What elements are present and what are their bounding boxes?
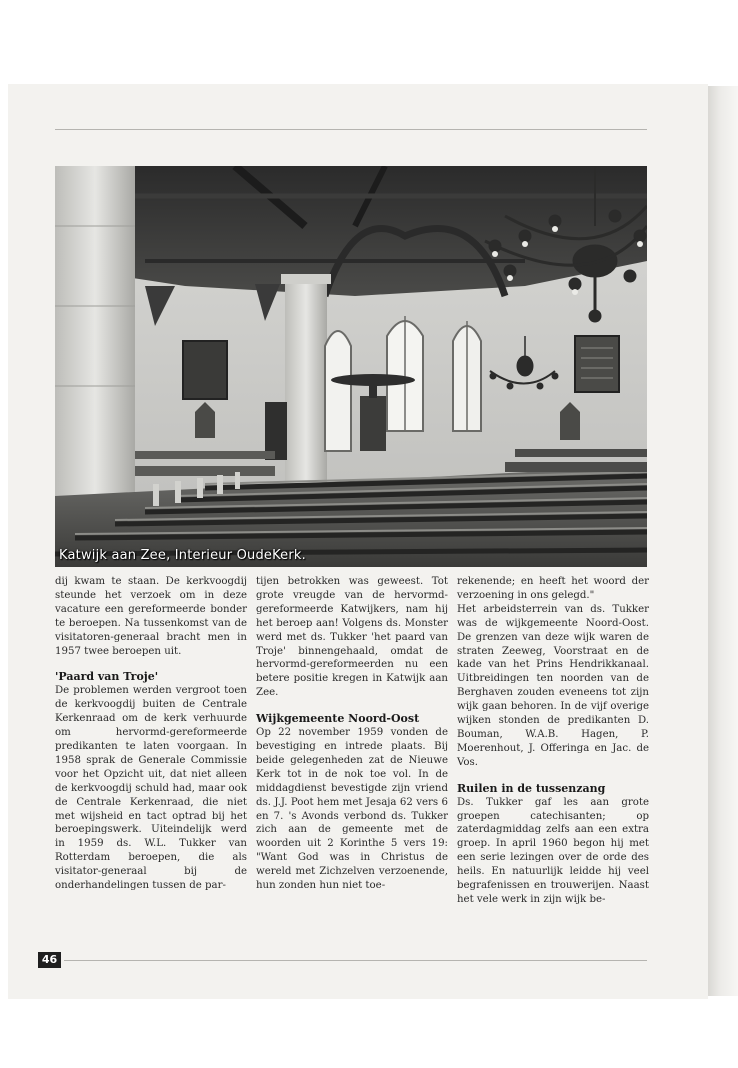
section-heading-paard-van-troje: 'Paard van Troje' [55, 670, 159, 684]
paragraph: Het arbeidsterrein van ds. Tukker was de wijkgemeente Noord-Oost. De grenzen van deze wijk waren de straten Zeeweg, Voorstraat en de kade van het Prins Hendrikkanaal. Uitbreidingen ten noorden van de Berghaven zouden eveneens tot zijn wijk gaan behoren. In de vijf overige wijken stonden de predikanten D. Bouman, W.A.B. Hagen, P. Moerenhout, J. Offeringa en Jac. de Vos. [457, 603, 649, 768]
section-heading-wijkgemeente: Wijkgemeente Noord-Oost [256, 712, 420, 726]
paragraph: tijen betrokken was geweest. Tot grote vreugde van de hervormd-gereformeerde Katwijkers, nam hij het beroep aan! Volgens ds. Monster werd met ds. Tukker 'het paard van Troje' binnengehaald, omdat de hervormd-gereformeerden nu een betere positie kregen in Katwijk aan Zee. [256, 576, 448, 699]
bottom-rule [64, 960, 647, 961]
page-number: 46 [38, 952, 61, 968]
paragraph: dij kwam te staan. De kerkvoogdij steunde het verzoek om in deze vacature een gereformeerde bonder te beroepen. Na tussenkomst van de visitatoren-generaal bracht men in 1957 twee beroepen uit. [55, 576, 247, 657]
paragraph: Op 22 november 1959 vonden de bevestiging en intrede plaats. Bij beide gelegenheden zat de Nieuwe Kerk tot in de nok toe vol. In de middagdienst bevestigde zijn vriend ds. J.J. Poot hem met Jesaja 62 vers 6 en 7. 's Avonds verbond ds. Tukker zich aan de gemeente met de woorden uit 2 Korinthe 5 vers 19: "Want God was in Christus de wereld met Zichzelven verzoenende, hun zonden hun niet toe- [256, 727, 448, 892]
paragraph: Ds. Tukker gaf les aan grote groepen catechisanten; op zaterdagmiddag zelfs aan een extra groep. In april 1960 begon hij met een serie lezingen over de orde des heils. En natuurlijk leidde hij veel begrafenissen en trouwerijen. Naast het vele werk in zijn wijk be- [457, 796, 649, 905]
section-heading-ruilen: Ruilen in de tussenzang [457, 781, 606, 795]
book-spine-shadow [708, 86, 738, 996]
photo-caption: Katwijk aan Zee, Interieur OudeKerk. [59, 548, 306, 563]
text-column-3 [457, 575, 649, 907]
church-interior-photo [55, 166, 647, 567]
text-column-2 [256, 575, 448, 893]
text-column-1 [55, 575, 247, 893]
paragraph: De problemen werden vergroot toen de kerkvoogdij buiten de Centrale Kerkenraad om de kerk verhuurde om hervormd-gereformeerde predikanten te laten voorgaan. In 1958 sprak de Generale Commissie voor het Opzicht uit, dat niet alleen de kerkvoogdij schuld had, maar ook de Centrale Kerkenraad, die niet met wijsheid en tact optrad bij het beroepingswerk. Uiteindelijk werd in 1959 ds. W.L. Tukker van Rotterdam beroepen, die als visitator-generaal bij de onderhandelingen tussen de par- [55, 685, 247, 892]
photo-drawing [55, 166, 647, 567]
paragraph: rekenende; en heeft het woord der verzoening in ons gelegd." [457, 576, 649, 601]
top-rule [55, 129, 647, 130]
